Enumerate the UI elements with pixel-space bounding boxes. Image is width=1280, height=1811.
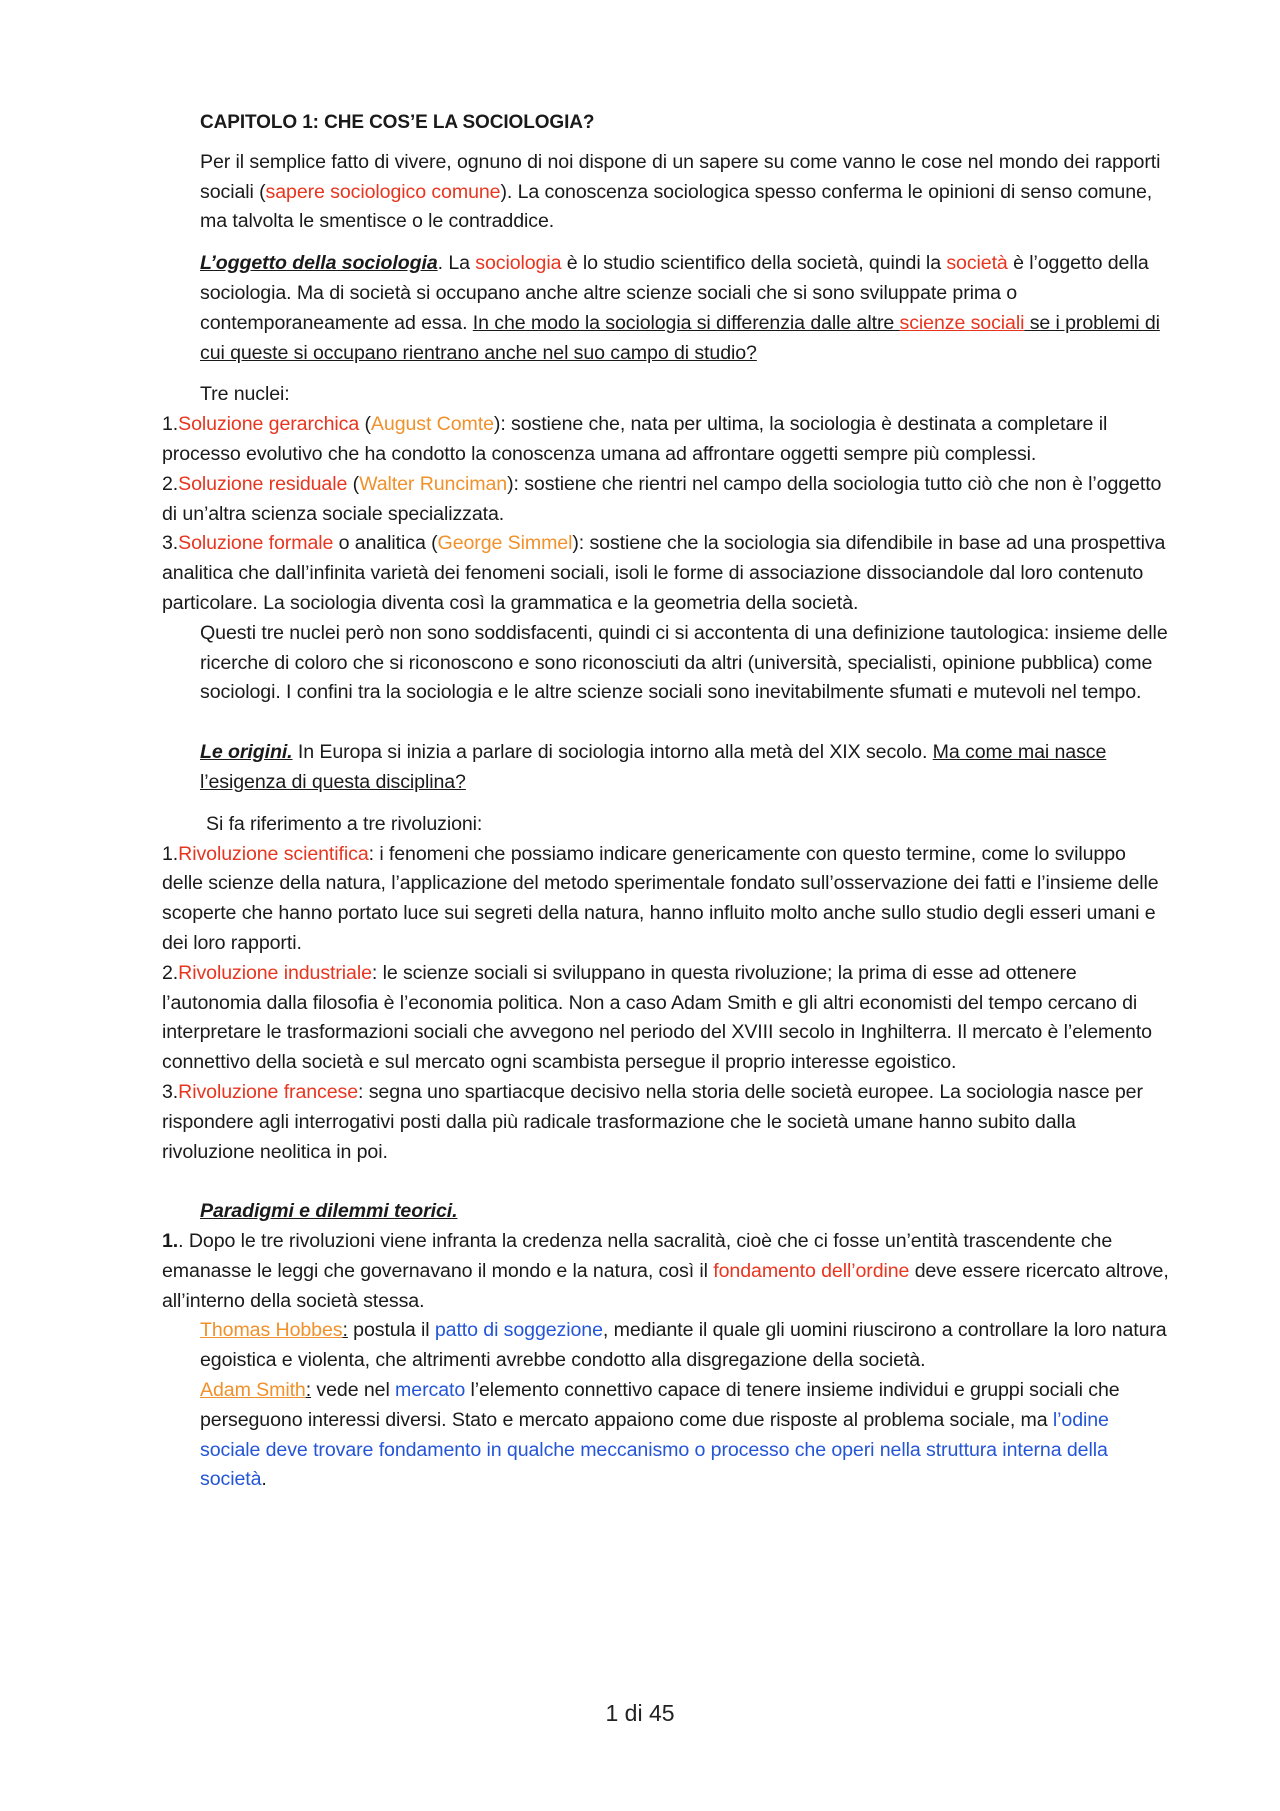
rivoluzione-name: Rivoluzione scientifica (178, 842, 369, 865)
paradigmi-text: . Dopo le tre rivoluzioni viene infranta la credenza nella sacralità, cioè che ci fosse un’entità trascendente che emanasse le leggi che governavano il mondo e la natura, così il (162, 1230, 1113, 1282)
section-heading-paradigmi (200, 1197, 1172, 1227)
hobbes-paragraph (200, 1316, 1172, 1376)
highlight-sociologia: sociologia (475, 252, 562, 275)
chapter-title: CAPITOLO 1: CHE COS’E LA SOCIOLOGIA? (200, 112, 595, 133)
rivoluzione-item (162, 959, 1172, 1078)
rivoluzione-text: : segna uno spartiacque decisivo nella storia delle società europee. La sociologia nasce per rispondere agli interrogativi posti dalla più radicale trasformazione che le società umane hanno subito dalla rivoluzione neolitica in poi. (162, 1080, 1143, 1163)
rivoluzioni-intro: Si fa riferimento a tre rivoluzioni: (206, 812, 483, 835)
hobbes-text: postula il (347, 1319, 435, 1342)
section-heading-origini: Le origini. (200, 741, 293, 764)
item-number: 1. (162, 842, 179, 865)
page-number: 1 di 45 (605, 1700, 675, 1726)
smith-text-2: l’elemento connettivo capace di tenere insieme individui e gruppi sociali che perseguono interessi diversi. Stato e mercato appaiono come due risposte al problema sociale, ma (200, 1379, 1120, 1431)
highlight-fondamento-ordine: fondamento dell’ordine (713, 1259, 910, 1282)
rivoluzione-text: : le scienze sociali si sviluppano in questa rivoluzione; la prima di esse ad ottenere l’autonomia dalla filosofia è l’economia politica. Non a caso Adam Smith e gli altri economisti del tempo cercano di interpretare le trasformazioni sociali che avvegono nel periodo del XVIII secolo in Inghilterra. Il mercato è l’elemento connettivo della società e sul mercato ogni scambista persegue il proprio interesse egoistico. (162, 961, 1152, 1074)
question-oggetto-2: se i problemi di cui queste si occupano rientrano anche nel suo campo di studio? (200, 311, 1160, 364)
item-number: 3. (162, 532, 179, 555)
smith-text-3: . (261, 1468, 267, 1491)
oggetto-text-2: è lo studio scientifico della società, quindi la (561, 252, 947, 275)
highlight-ordine-sociale: l’odine sociale deve trovare fondamento in qualche meccanismo o processo che operi nella struttura interna della società (200, 1408, 1109, 1491)
nucleo-name: Soluzione formale (178, 532, 334, 555)
smith-paragraph (200, 1376, 1172, 1495)
nucleo-name: Soluzione gerarchica (178, 413, 360, 436)
oggetto-paragraph (200, 249, 1172, 368)
hobbes-colon: : (342, 1319, 348, 1342)
origini-text: In Europa si inizia a parlare di sociologia intorno alla metà del XIX secolo. (292, 741, 933, 764)
nuclei-item (162, 470, 1172, 530)
nuclei-conclusion: Questi tre nuclei però non sono soddisfacenti, quindi ci si accontenta di una definizione tautologica: insieme delle ricerche di coloro che si riconoscono e sono riconosciuti da altri (università, specialisti, opinione pubblica) come sociologi. I confini tra la sociologia e le altre scienze sociali sono inevitabilmente sfumati e mutevoli nel tempo. (200, 621, 1168, 704)
paradigmi-item (162, 1227, 1172, 1316)
rivoluzione-item (162, 1078, 1172, 1167)
highlight-mercato: mercato (395, 1379, 466, 1402)
item-number: 2. (162, 472, 179, 495)
author-smith: Adam Smith (200, 1379, 306, 1402)
nucleo-name: Soluzione residuale (178, 472, 348, 495)
nucleo-author: August Comte (370, 413, 494, 436)
rivoluzione-item (162, 840, 1172, 959)
highlight-patto-soggezione: patto di soggezione (434, 1319, 603, 1342)
section-heading-oggetto: L’oggetto della sociologia (200, 252, 438, 275)
author-hobbes: Thomas Hobbes (200, 1319, 343, 1342)
highlight-sapere-comune: sapere sociologico comune (265, 180, 501, 203)
highlight-scienze-sociali: scienze sociali (899, 311, 1025, 334)
rivoluzione-text: : i fenomeni che possiamo indicare genericamente con questo termine, come lo sviluppo delle scienze della natura, l’applicazione del metodo sperimentale fondato sull’osservazione dei fatti e l’insieme delle scoperte che hanno portato luce sui segreti della natura, hanno influito molto anche sullo studio degli esseri umani e dei loro rapporti. (162, 842, 1159, 954)
item-number: 3. (162, 1080, 179, 1103)
nucleo-author: Walter Runciman (359, 472, 508, 495)
intro-paragraph (200, 148, 1172, 237)
item-number: 2. (162, 961, 179, 984)
nuclei-item (162, 410, 1172, 470)
oggetto-text-3: è l’oggetto della sociologia. Ma di società si occupano anche altre scienze sociali che si sono sviluppate prima o contemporaneamente ad essa. (200, 252, 1149, 334)
nucleo-text: ( (347, 472, 360, 495)
item-number: 1. (162, 1230, 179, 1253)
intro-text-2: ). La conoscenza sociologica spesso conferma le opinioni di senso comune, ma talvolta le smentisce o le contraddice. (200, 180, 1153, 233)
nucleo-text-2: ): sostiene che, nata per ultima, la sociologia è destinata a completare il processo evolutivo che ha condotto la conoscenza umana ad affrontare oggetti sempre più complessi. (162, 413, 1108, 465)
nucleo-text: o analitica ( (333, 532, 438, 555)
nucleo-text-2: ): sostiene che la sociologia sia difendibile in base ad una prospettiva analitica che dall’infinita varietà dei fenomeni sociali, isoli le forme di associazione dissociandole dal loro contenuto particolare. La sociologia diventa così la grammatica e la geometria della società. (162, 532, 1166, 614)
oggetto-text: . La (437, 252, 476, 275)
question-origini: Ma come mai nasce l’esigenza di questa disciplina? (200, 741, 1107, 793)
paradigmi-text-2: deve essere ricercato altrove, all’interno della società stessa. (162, 1259, 1169, 1312)
nuclei-item (162, 529, 1172, 618)
nucleo-text-2: ): sostiene che rientri nel campo della sociologia tutto ciò che non è l’oggetto di un’altra scienza sociale specializzata. (162, 472, 1162, 525)
nucleo-author: George Simmel (437, 532, 573, 555)
paradigmi-heading-text: Paradigmi e dilemmi teorici. (200, 1200, 458, 1223)
rivoluzione-name: Rivoluzione francese (178, 1080, 359, 1103)
nuclei-intro: Tre nuclei: (200, 383, 290, 406)
item-number: 1. (162, 413, 179, 436)
smith-colon: : (305, 1379, 312, 1402)
question-oggetto: In che modo la sociologia si differenzia dalle altre (472, 311, 900, 334)
nucleo-text: ( (359, 413, 371, 436)
intro-text: Per il semplice fatto di vivere, ognuno di noi dispone di un sapere su come vanno le cose nel mondo dei rapporti sociali ( (200, 150, 1161, 203)
origini-paragraph (200, 738, 1172, 798)
highlight-societa: società (946, 252, 1008, 275)
rivoluzione-name: Rivoluzione industriale (178, 961, 372, 984)
smith-text: vede nel (311, 1379, 396, 1402)
hobbes-text-2: , mediante il quale gli uomini riuscirono a controllare la loro natura egoistica e violenta, che altrimenti avrebbe condotto alla disgregazione della società. (200, 1319, 1167, 1372)
page-content (162, 108, 1172, 1495)
